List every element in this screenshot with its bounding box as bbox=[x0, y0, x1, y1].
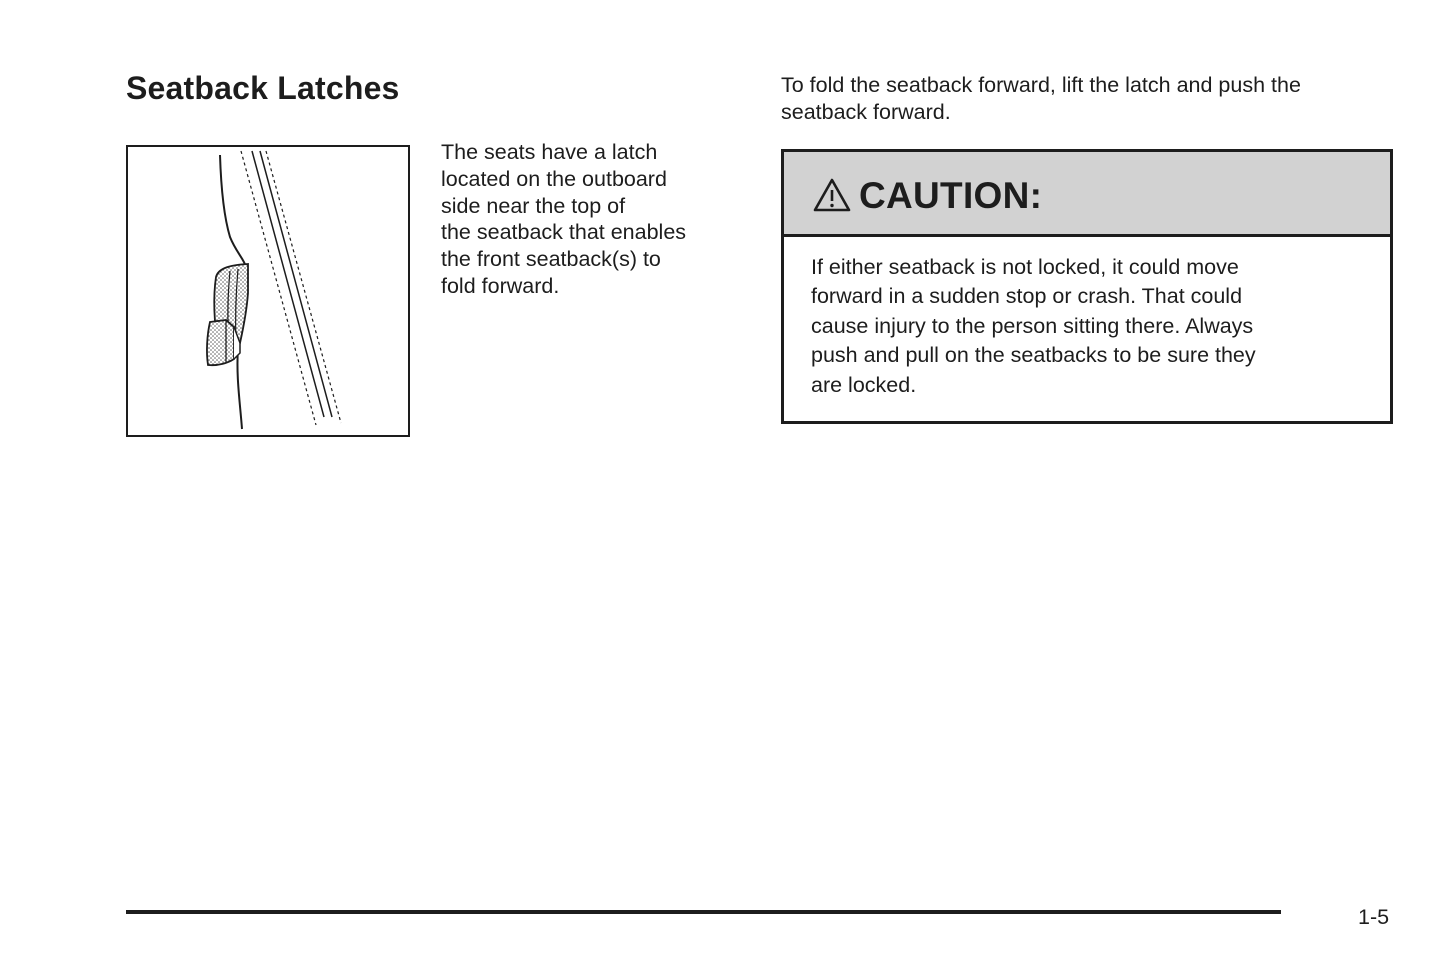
caution-header bbox=[784, 152, 1390, 237]
caution-body-line: push and pull on the seatbacks to be sure they bbox=[811, 343, 1256, 368]
latch-description-line: side near the top of bbox=[441, 193, 626, 218]
latch-description bbox=[441, 139, 741, 300]
seatback-latch-illustration bbox=[128, 147, 408, 435]
caution-body-line: are locked. bbox=[811, 372, 917, 397]
caution-title: CAUTION: bbox=[859, 175, 1043, 216]
caution-box bbox=[781, 149, 1393, 424]
latch-description-line: the seatback that enables bbox=[441, 220, 687, 245]
fold-instructions bbox=[781, 72, 1401, 126]
page-number: 1-5 bbox=[1358, 905, 1390, 929]
caution-body-line: cause injury to the person sitting there. Always bbox=[811, 313, 1254, 338]
caution-body bbox=[811, 253, 1371, 400]
latch-description-line: fold forward. bbox=[441, 273, 560, 298]
fold-instructions-line: To fold the seatback forward, lift the latch and push the bbox=[781, 73, 1301, 97]
seatback-latch-figure bbox=[126, 145, 410, 437]
latch-description-line: located on the outboard bbox=[441, 166, 667, 191]
warning-triangle-icon bbox=[812, 177, 852, 213]
caution-body-line: forward in a sudden stop or crash. That could bbox=[811, 284, 1243, 309]
footer-rule bbox=[126, 910, 1281, 914]
latch-description-line: The seats have a latch bbox=[441, 140, 658, 164]
fold-instructions-line: seatback forward. bbox=[781, 99, 951, 124]
latch-description-line: the front seatback(s) to bbox=[441, 247, 661, 272]
caution-body-line: If either seatback is not locked, it could move bbox=[811, 255, 1239, 279]
section-heading: Seatback Latches bbox=[126, 70, 400, 106]
